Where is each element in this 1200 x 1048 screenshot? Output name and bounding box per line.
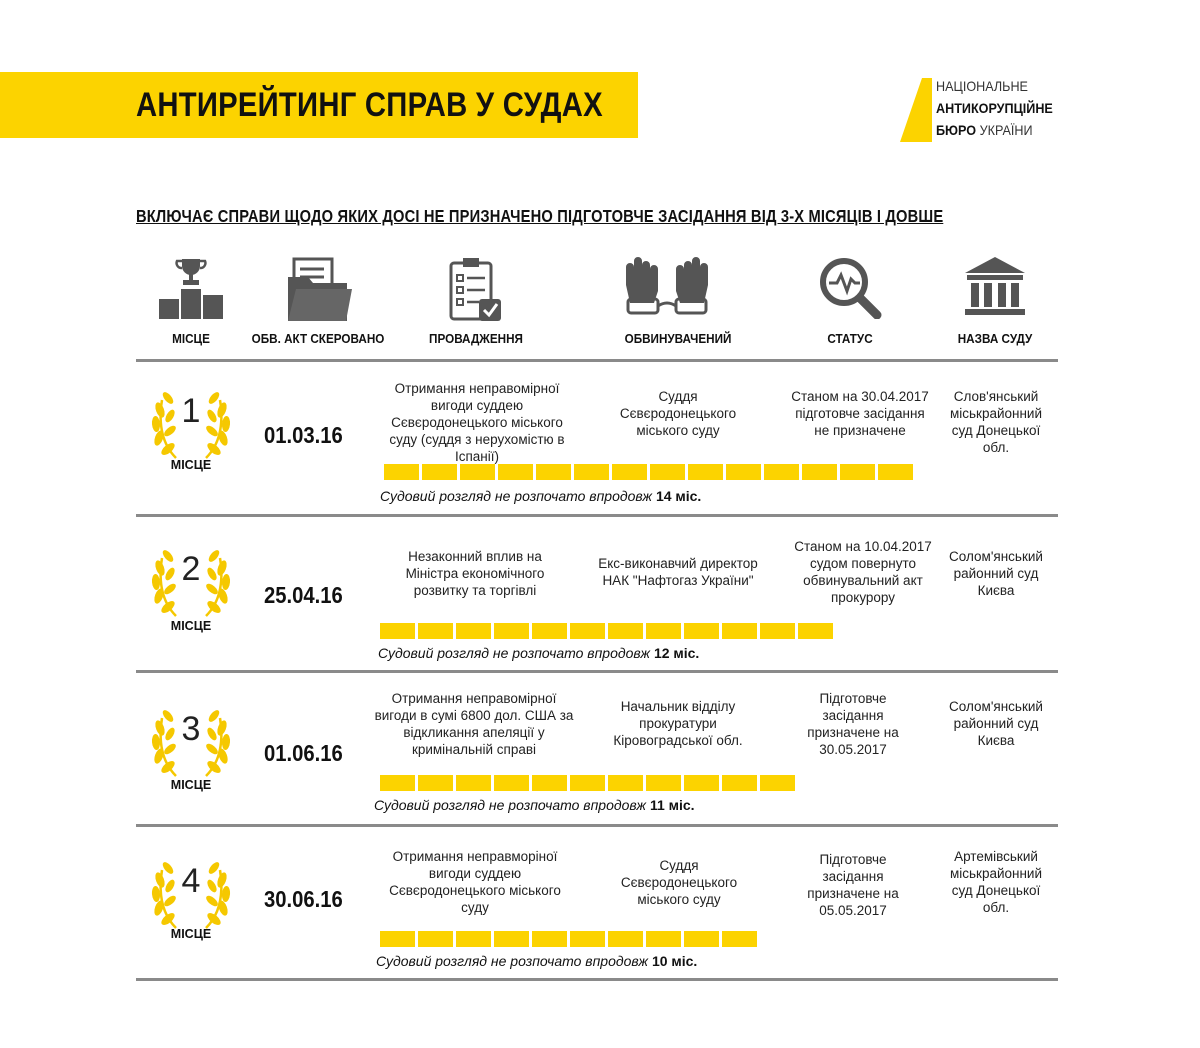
duration-caption [380,488,701,504]
rank-label: МІСЦЕ [170,619,212,633]
month-block [840,464,875,480]
duration-prefix: Судовий розгляд не розпочато впродовж [380,488,653,504]
rank-label: МІСЦЕ [170,927,212,941]
proceeding-text: Незаконний вплив на Міністра економічного розвитку та торгівлі [405,549,545,598]
handcuffs-icon [592,255,742,319]
month-block [570,623,605,639]
month-block [646,931,681,947]
logo-line-1: НАЦІОНАЛЬНЕ [936,78,1028,94]
duration-prefix: Судовий розгляд не розпочато впродовж [378,645,651,661]
month-block [380,931,415,947]
courthouse-icon [920,255,1070,319]
act-date: 30.06.16 [264,886,343,912]
month-block [460,464,495,480]
checklist-icon [400,255,550,325]
duration-value: 14 міс. [655,488,702,504]
month-block [422,464,457,480]
month-block [494,623,529,639]
months-bar [380,775,795,791]
accused-text: Суддя Сєвєродонецького міського суду [619,389,737,438]
duration-value: 12 міс. [653,645,700,661]
accused-text: Екс-виконавчий директор НАК "Нафтогаз України" [598,556,758,588]
month-block [646,775,681,791]
month-block [418,931,453,947]
rank-label: МІСЦЕ [170,458,212,472]
row-divider [136,824,1058,827]
month-block [798,623,833,639]
month-block [494,931,529,947]
act-date: 01.03.16 [264,422,343,448]
status-text: Станом на 10.04.2017 судом повернуто обвинувальний акт прокурору [794,539,932,605]
month-block [722,931,757,947]
month-block [608,623,643,639]
logo-line-2: АНТИКОРУПЦІЙНЕ [936,100,1053,116]
month-block [456,931,491,947]
month-block [380,623,415,639]
header-divider [136,359,1058,362]
month-block [726,464,761,480]
logo-mark-icon [900,78,932,142]
month-block [684,775,719,791]
month-block [608,775,643,791]
months-bar [384,464,913,480]
duration-caption [376,953,697,969]
logo-line-3-rest: УКРАЇНИ [979,122,1033,138]
page-title: АНТИРЕЙТИНГ СПРАВ У СУДАХ [136,86,603,124]
folder-icon [244,255,394,325]
column-header-status: СТАТУС [827,331,873,346]
subtitle: ВКЛЮЧАЄ СПРАВИ ЩОДО ЯКИХ ДОСІ НЕ ПРИЗНАЧЕНО ПІДГОТОВЧЕ ЗАСІДАННЯ ВІД 3-Х МІСЯЦІВ І ДОВШЕ [136,206,944,226]
rank-number: 4 [181,862,201,900]
month-block [532,623,567,639]
row-divider [136,978,1058,981]
month-block [494,775,529,791]
magnifier-pulse-icon [776,255,926,319]
duration-value: 11 міс. [649,797,695,813]
month-block [574,464,609,480]
column-header-accused: ОБВИНУВАЧЕНИЙ [624,331,732,346]
rank-number: 3 [181,710,201,748]
month-block [380,775,415,791]
month-block [536,464,571,480]
accused-text: Начальник відділу прокуратури Кіровоградської обл. [613,699,743,748]
months-bar [380,931,757,947]
row-divider [136,514,1058,517]
month-block [456,623,491,639]
month-block [760,775,795,791]
month-block [608,931,643,947]
month-block [532,931,567,947]
month-block [612,464,647,480]
duration-caption [378,645,699,661]
court-name: Слов'янський міськрайонний суд Донецької обл. [949,389,1043,455]
court-name: Солом'янський районний суд Києва [949,549,1043,598]
month-block [722,775,757,791]
months-bar [380,623,833,639]
column-header-proceeding: ПРОВАДЖЕННЯ [429,331,523,346]
accused-text: Суддя Сєвєродонецького міського суду [620,858,738,907]
nabu-logo [900,78,1100,144]
month-block [688,464,723,480]
proceeding-text: Отримання неправомірної вигоди в сумі 6800 дол. США за відкликання апеляції у кримінальній справі [374,691,574,757]
month-block [570,775,605,791]
duration-caption [374,797,695,813]
rank-number: 2 [181,550,201,588]
duration-value: 10 міс. [651,953,698,969]
column-header-court: НАЗВА СУДУ [957,331,1033,346]
status-text: Підготовче засідання призначене на 05.05.2017 [807,852,899,918]
month-block [760,623,795,639]
month-block [684,931,719,947]
month-block [498,464,533,480]
court-name: Артемівський міськрайонний суд Донецької обл. [949,849,1043,915]
rank-number: 1 [181,392,201,430]
month-block [532,775,567,791]
month-block [418,775,453,791]
logo-line-3 [936,122,1033,138]
column-header-act: ОБВ. АКТ СКЕРОВАНО [251,331,385,346]
proceeding-text: Отримання неправморіної вигоди суддею Сєвєродонецького міського суду [389,849,561,915]
logo-line-3-bold: БЮРО [936,122,977,138]
status-text: Станом на 30.04.2017 підготовче засідання не призначене [791,389,929,438]
month-block [418,623,453,639]
month-block [722,623,757,639]
duration-prefix: Судовий розгляд не розпочато впродовж [374,797,647,813]
month-block [456,775,491,791]
month-block [764,464,799,480]
duration-prefix: Судовий розгляд не розпочато впродовж [376,953,649,969]
month-block [646,623,681,639]
court-name: Солом'янський районний суд Києва [949,699,1043,748]
row-divider [136,670,1058,673]
month-block [878,464,913,480]
month-block [570,931,605,947]
act-date: 25.04.16 [264,582,343,608]
act-date: 01.06.16 [264,740,343,766]
status-text: Підготовче засідання призначене на 30.05.2017 [807,691,899,757]
column-header-place: МІСЦЕ [172,331,210,346]
month-block [650,464,685,480]
month-block [684,623,719,639]
proceeding-text: Отримання неправомірної вигоди суддею Сєвєродонецького міського суду (суддя з нерухомістю в Іспанії) [389,381,565,464]
rank-label: МІСЦЕ [170,778,212,792]
month-block [802,464,837,480]
month-block [384,464,419,480]
